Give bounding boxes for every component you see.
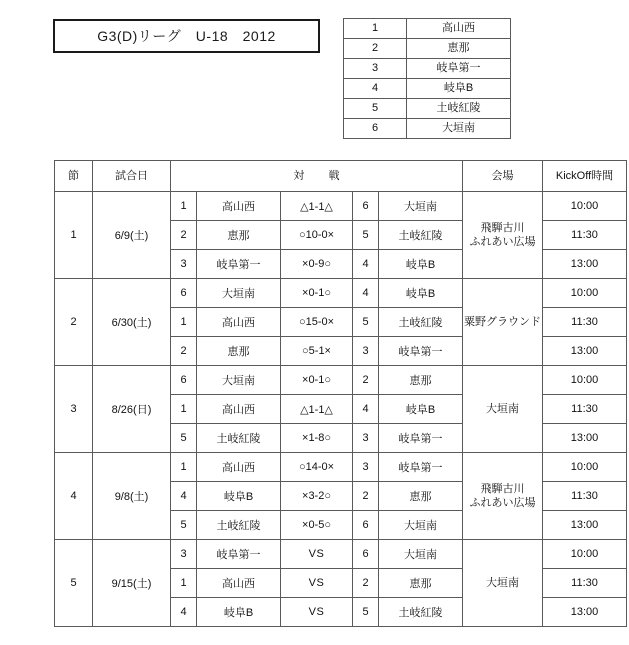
team-name: 大垣南: [407, 119, 511, 139]
team-list-table: [343, 18, 511, 139]
kickoff-time: 10:00: [543, 453, 627, 482]
away-team-number: 5: [353, 221, 379, 250]
header-kickoff: KickOff時間: [543, 161, 627, 192]
kickoff-time: 11:30: [543, 395, 627, 424]
away-team-name: 土岐紅陵: [379, 221, 463, 250]
section-number: 1: [55, 192, 93, 279]
home-team-name: 土岐紅陵: [197, 424, 281, 453]
home-team-name: 恵那: [197, 221, 281, 250]
away-team-number: 4: [353, 279, 379, 308]
venue-line-2: ふれあい広場: [469, 236, 536, 248]
team-list-body: [344, 19, 511, 139]
away-team-number: 3: [353, 424, 379, 453]
team-name: 高山西: [407, 19, 511, 39]
venue: [463, 192, 543, 279]
home-team-number: 2: [171, 337, 197, 366]
header-date: 試合日: [93, 161, 171, 192]
team-name: 岐阜B: [407, 79, 511, 99]
home-team-number: 1: [171, 569, 197, 598]
home-team-number: 6: [171, 366, 197, 395]
team-number: 3: [344, 59, 407, 79]
home-team-number: 2: [171, 221, 197, 250]
home-team-name: 岐阜第一: [197, 540, 281, 569]
match-date: 9/15(土): [93, 540, 171, 627]
match-date: 6/9(土): [93, 192, 171, 279]
away-team-number: 4: [353, 395, 379, 424]
home-team-number: 4: [171, 598, 197, 627]
home-team-name: 恵那: [197, 337, 281, 366]
match-score: ×0-1○: [281, 366, 353, 395]
schedule-match-row: [55, 192, 627, 221]
kickoff-time: 10:00: [543, 192, 627, 221]
away-team-name: 大垣南: [379, 511, 463, 540]
match-score: △1-1△: [281, 192, 353, 221]
team-list-row: [344, 19, 511, 39]
away-team-number: 3: [353, 453, 379, 482]
away-team-name: 大垣南: [379, 540, 463, 569]
away-team-name: 岐阜B: [379, 250, 463, 279]
away-team-number: 6: [353, 540, 379, 569]
home-team-number: 3: [171, 540, 197, 569]
home-team-name: 大垣南: [197, 279, 281, 308]
home-team-name: 高山西: [197, 192, 281, 221]
venue-line-1: 大垣南: [486, 403, 520, 415]
team-number: 5: [344, 99, 407, 119]
kickoff-time: 11:30: [543, 308, 627, 337]
match-score: ×0-9○: [281, 250, 353, 279]
team-number: 4: [344, 79, 407, 99]
match-score: ×0-1○: [281, 279, 353, 308]
kickoff-time: 13:00: [543, 424, 627, 453]
schedule-match-row: [55, 453, 627, 482]
kickoff-time: 10:00: [543, 366, 627, 395]
away-team-name: 岐阜B: [379, 395, 463, 424]
home-team-name: 高山西: [197, 308, 281, 337]
kickoff-time: 11:30: [543, 569, 627, 598]
away-team-name: 恵那: [379, 569, 463, 598]
match-date: 8/26(日): [93, 366, 171, 453]
section-number: 5: [55, 540, 93, 627]
home-team-number: 1: [171, 192, 197, 221]
match-score: ○15-0×: [281, 308, 353, 337]
away-team-number: 6: [353, 192, 379, 221]
team-list-row: [344, 99, 511, 119]
away-team-number: 2: [353, 569, 379, 598]
kickoff-time: 13:00: [543, 511, 627, 540]
away-team-name: 恵那: [379, 482, 463, 511]
match-score: ×3-2○: [281, 482, 353, 511]
home-team-number: 3: [171, 250, 197, 279]
kickoff-time: 10:00: [543, 279, 627, 308]
match-score: ×1-8○: [281, 424, 353, 453]
away-team-name: 岐阜B: [379, 279, 463, 308]
team-number: 1: [344, 19, 407, 39]
home-team-name: 岐阜B: [197, 598, 281, 627]
match-score: ○10-0×: [281, 221, 353, 250]
home-team-name: 高山西: [197, 395, 281, 424]
home-team-number: 5: [171, 424, 197, 453]
match-score: VS: [281, 598, 353, 627]
home-team-name: 岐阜第一: [197, 250, 281, 279]
away-team-name: 土岐紅陵: [379, 598, 463, 627]
venue-line-1: 飛騨古川: [480, 222, 525, 234]
team-list-row: [344, 79, 511, 99]
header-venue: 会場: [463, 161, 543, 192]
away-team-name: 岐阜第一: [379, 453, 463, 482]
away-team-number: 2: [353, 482, 379, 511]
venue: [463, 279, 543, 366]
away-team-number: 3: [353, 337, 379, 366]
away-team-name: 恵那: [379, 366, 463, 395]
home-team-number: 5: [171, 511, 197, 540]
match-score: ×0-5○: [281, 511, 353, 540]
team-list-row: [344, 59, 511, 79]
venue-line-1: 飛騨古川: [480, 483, 525, 495]
team-number: 2: [344, 39, 407, 59]
match-score: VS: [281, 569, 353, 598]
venue-line-1: 粟野グラウンド: [464, 316, 542, 328]
home-team-number: 1: [171, 453, 197, 482]
home-team-number: 1: [171, 395, 197, 424]
schedule-header-row: [55, 161, 627, 192]
kickoff-time: 13:00: [543, 598, 627, 627]
away-team-name: 岐阜第一: [379, 424, 463, 453]
home-team-name: 土岐紅陵: [197, 511, 281, 540]
schedule-table: [54, 160, 627, 627]
section-number: 4: [55, 453, 93, 540]
home-team-name: 高山西: [197, 569, 281, 598]
home-team-number: 1: [171, 308, 197, 337]
away-team-number: 2: [353, 366, 379, 395]
kickoff-time: 11:30: [543, 482, 627, 511]
match-date: 6/30(土): [93, 279, 171, 366]
header-match: 対 戦: [171, 161, 463, 192]
home-team-name: 岐阜B: [197, 482, 281, 511]
match-date: 9/8(土): [93, 453, 171, 540]
away-team-number: 6: [353, 511, 379, 540]
kickoff-time: 10:00: [543, 540, 627, 569]
match-score: VS: [281, 540, 353, 569]
team-number: 6: [344, 119, 407, 139]
away-team-number: 5: [353, 308, 379, 337]
schedule-body: [55, 192, 627, 627]
away-team-name: 土岐紅陵: [379, 308, 463, 337]
venue: [463, 453, 543, 540]
schedule-match-row: [55, 279, 627, 308]
team-name: 恵那: [407, 39, 511, 59]
venue-line-1: 大垣南: [486, 577, 520, 589]
page-title: G3(D)リーグ U-18 2012: [97, 28, 276, 44]
team-list-row: [344, 39, 511, 59]
team-list-row: [344, 119, 511, 139]
kickoff-time: 13:00: [543, 250, 627, 279]
kickoff-time: 13:00: [543, 337, 627, 366]
venue-line-2: ふれあい広場: [469, 497, 536, 509]
away-team-number: 5: [353, 598, 379, 627]
kickoff-time: 11:30: [543, 221, 627, 250]
team-name: 土岐紅陵: [407, 99, 511, 119]
match-score: ○5-1×: [281, 337, 353, 366]
home-team-name: 大垣南: [197, 366, 281, 395]
away-team-number: 4: [353, 250, 379, 279]
league-title-box: [53, 19, 320, 53]
match-score: ○14-0×: [281, 453, 353, 482]
schedule-match-row: [55, 540, 627, 569]
venue: [463, 540, 543, 627]
away-team-name: 大垣南: [379, 192, 463, 221]
team-name: 岐阜第一: [407, 59, 511, 79]
section-number: 2: [55, 279, 93, 366]
home-team-number: 4: [171, 482, 197, 511]
match-score: △1-1△: [281, 395, 353, 424]
home-team-name: 高山西: [197, 453, 281, 482]
schedule-match-row: [55, 366, 627, 395]
home-team-number: 6: [171, 279, 197, 308]
away-team-name: 岐阜第一: [379, 337, 463, 366]
section-number: 3: [55, 366, 93, 453]
header-section: 節: [55, 161, 93, 192]
schedule-header: [55, 161, 627, 192]
venue: [463, 366, 543, 453]
